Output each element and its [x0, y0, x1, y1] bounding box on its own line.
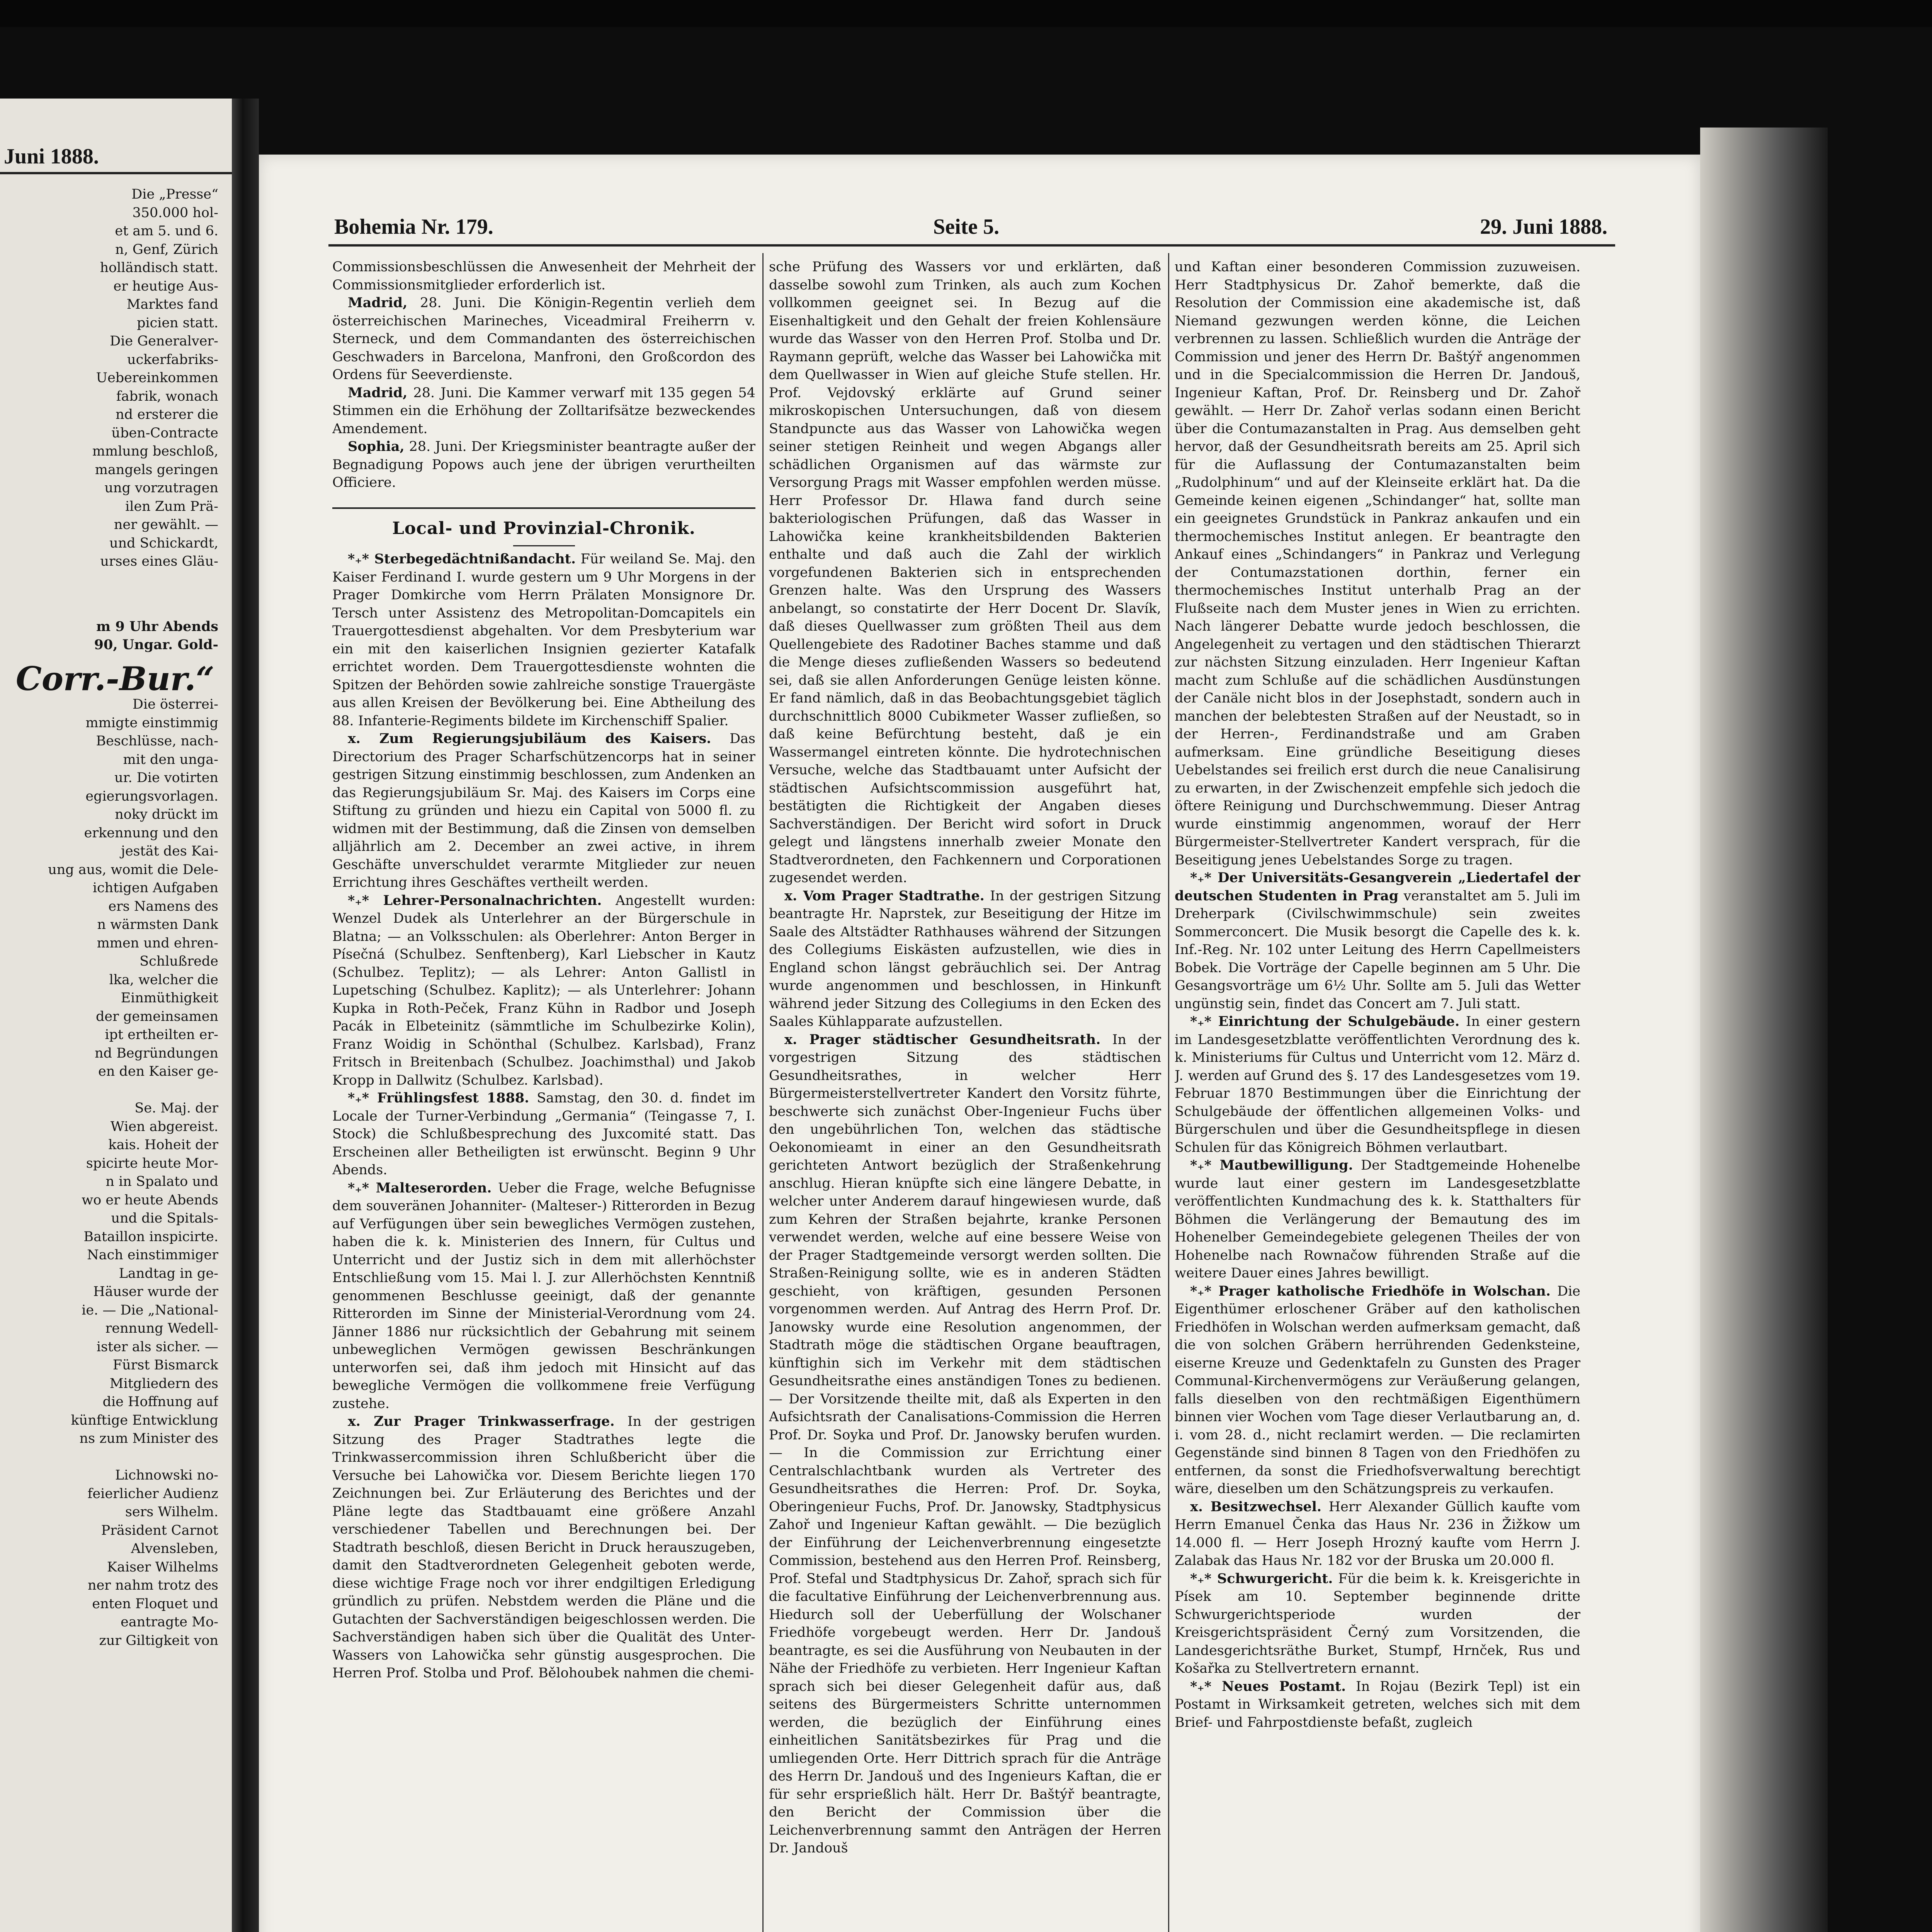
left-page-title: Corr.-Bur.“ [16, 659, 214, 698]
item-title: x. Besitzwechsel. [1190, 1498, 1322, 1515]
left-page-line: üben-Contracte [111, 425, 218, 441]
item-title: *₊* Neues Postamt. [1190, 1678, 1346, 1694]
news-item [769, 887, 1161, 1031]
left-page-line: Alvensleben, [131, 1541, 218, 1556]
left-page-line: m 9 Uhr Abends [96, 618, 218, 634]
left-page-line: Die österrei- [132, 697, 218, 712]
left-page-line: ner nahm trotz des [88, 1578, 218, 1593]
left-page-line: rennung Wedell- [105, 1321, 218, 1336]
left-page-line: Uebereinkommen [96, 370, 218, 386]
page-header [334, 214, 1607, 242]
left-page-line: mangels geringen [95, 462, 218, 478]
item-text: veranstaltet am 5. Juli im Dreherpark (Civilschwimmschule) sein zweites Sommerconcert. Die Musik besorgt die Capelle des k. k. Inf.-Reg. Nr. 102 unter Leitung des Herrn Capellmeisters Bobek. Die Vorträge der Capelle beginnen am 5 Uhr. Die Gesangsvorträge um 6½ Uhr. Sollte am 5. Juli das Wetter ungünstig sein, findet das Concert am 7. Juli statt. [1175, 888, 1580, 1012]
left-page-line: jestät des Kai- [121, 844, 218, 859]
header-publication: Bohemia Nr. 179. [334, 215, 493, 239]
left-page-line: Se. Maj. der [134, 1100, 218, 1116]
left-page-line: und die Spitals- [111, 1211, 218, 1226]
item-title: *₊* Der Universitäts-Gesangverein „Liedertafel der deutschen Studenten in Prag [1175, 870, 1580, 904]
article-paragraph: Commissionsbeschlüssen die Anwesenheit der Mehrheit der Commissionsmitglieder erforderlich ist. [332, 259, 755, 293]
header-page-number: Seite 5. [933, 215, 1000, 239]
left-page-line: ns zum Minister des [79, 1431, 218, 1446]
item-text: In der gestrigen Sitzung des Prager Stadtrathes legte die Trinkwassercommission ihren Schlußbericht über die Versuche bei Lahowička vor. Diesem Berichte liegen 170 Zeichnungen bei. Zur Erläuterung des Berichtes und der Pläne legte das Stadtbauamt eine größere Anzahl verschiedener Tabellen und Berechnungen bei. Der Stadtrath beschloß, diesen Bericht in Druck herauszugeben, damit den Stadtverordneten Gelegenheit geboten werde, diese wichtige Frage noch vor ihrer endgiltigen Erledigung gründlich zu prüfen. Nebstdem werden die Pläne und die Gutachten der Sachverständigen beigeschlossen werden. Die Sachverständigen haben sich über die Qualität des Unter-Wassers von Lahowička sehr günstig ausgesprochen. Die Herren Prof. Stolba und Prof. Bělohoubek nahmen die chemi- [332, 1414, 755, 1681]
item-title: *₊* Einrichtung der Schulgebäude. [1190, 1014, 1460, 1029]
left-page-line: mmigte einstimmig [85, 715, 218, 731]
left-page-line: ister als sicher. — [96, 1339, 218, 1355]
news-item [332, 1089, 755, 1179]
left-page-line: der gemeinsamen [96, 1009, 218, 1024]
column-2 [769, 258, 1161, 1932]
dateline: Madrid, [348, 384, 408, 401]
left-page-line: Kaiser Wilhelms [107, 1559, 218, 1575]
left-page-line: 350.000 hol- [132, 205, 218, 221]
left-page-line: holländisch statt. [100, 260, 218, 276]
left-page-line [0, 1448, 218, 1467]
left-page-line: en den Kaiser ge- [98, 1064, 218, 1079]
left-page-line: lka, welcher die [109, 972, 218, 988]
news-item [332, 1413, 755, 1682]
header-date: 29. Juni 1888. [1480, 215, 1607, 239]
left-page-line: erkennung und den [84, 825, 218, 841]
left-page-line: er heutige Aus- [113, 278, 218, 294]
section-top-rule [332, 507, 755, 509]
left-page-line: sers Wilhelm. [125, 1504, 218, 1520]
page-stack-edge [1700, 128, 1828, 1932]
news-item [332, 730, 755, 892]
left-page-lines-b [0, 617, 218, 654]
left-page-line: Die Generalver- [110, 333, 218, 349]
news-item [1175, 1013, 1580, 1156]
left-page-line: nd Begründungen [95, 1045, 218, 1061]
item-text: In der vorgestrigen Sitzung des städtischen Gesundheitsrathes, in welcher Herr Bürgermeisterstellvertreter Kandert den Vorsitz führte, beschwerte sich zunächst Ober-Ingenieur Fuchs über den ungebührlichen Ton, welchen das städtische Oekonomieamt in einer an den Gesundheitsrath gerichteten Antwort bezüglich der Straßenkehrung anschlug. Hieran knüpfte sich eine längere Debatte, in welcher unter Anderem darauf hingewiesen wurde, daß zum Kehren der Straßen bejahrte, kranke Personen verwendet werden, welche auf eine bessere Weise von der Prager Stadtgemeinde versorgt werden sollten. Die Straßen-Reinigung sollte, wie es in anderen Städten geschieht, von kräftigen, gesunden Personen vorgenommen werden. Auf Antrag des Herrn Prof. Dr. Janowsky wurde eine Resolution angenommen, der Stadtrath möge die städtischen Organe beauftragen, künftighin sich im Verkehr mit dem städtischen Gesundheitsrathe eines anständigen Tones zu bedienen. — Der Vorsitzende theilte mit, daß als Experten in den Aufsichtsrath der Canalisations-Commission die Herren Prof. Dr. Soyka und Prof. Dr. Janowsky berufen wurden. — In die Commission zur Errichtung einer Centralschlachtbank wurden als Vertreter des Gesundheitsrathes die Herren: Prof. Dr. Soyka, Oberingenieur Fuchs, Prof. Dr. Janowsky, Stadtphysicus Zahoř und Ingenieur Kaftan gewählt. — Die bezüglich der Einführung der Leichenverbrennung eingesetzte Commission, bestehend aus den Herren Prof. Reinsberg, Prof. Stefal und Stadtphysicus Dr. Zahoř, sprach sich für die facultative Einführung der Leichenverbrennung aus. Hiedurch soll der Ueberfüllung der Wolschaner Friedhöfe vorgebeugt werden. Herr Dr. Jandouš beantragte, es sei die Ausführung von Neubauten in der Nähe der Friedhöfe zu verbieten. Herr Ingenieur Kaftan sprach sich bei dieser Gelegenheit dafür aus, daß seitens des Bürgermeisters Schritte unternommen werden, die bezüglich der Einführung eines einheitlichen Sanitätsbezirkes für Prag und die umliegenden Orte. Herr Dittrich sprach für die Anträge des Herrn Dr. Jandouš und des Ingenieurs Kaftan, die er für sehr ersprießlich hält. Herr Dr. Baštýř beantragte, den Bericht der Commission über die Leichenverbrennung sammt den Anträgen der Herren Dr. Jandouš [769, 1032, 1161, 1856]
section-title: Local- und Provinzial-Chronik. [392, 518, 696, 538]
left-page-line [0, 1081, 218, 1100]
left-page-line: feierlicher Audienz [87, 1486, 218, 1502]
news-item-madrid-2 [332, 384, 755, 438]
news-item [1175, 869, 1580, 1013]
item-title: x. Zum Regierungsjubiläum des Kaisers. [348, 731, 711, 747]
item-title: *₊* Lehrer-Personalnachrichten. [348, 892, 602, 908]
column-rule-2 [1168, 253, 1169, 1932]
left-page-line: egierungsvorlagen. [85, 788, 218, 804]
left-page-line: spicirte heute Mor- [86, 1155, 218, 1171]
left-page-line: Schlußrede [139, 954, 218, 969]
item-text: Für weiland Se. Maj. den Kaiser Ferdinand I. wurde gestern um 9 Uhr Morgens in der Prager Domkirche vom Herrn Prälaten Monsignore Dr. Tersch unter Assistenz des Metropolitan-Domcapitels ein Trauergottesdienst abgehalten. Vor dem Presbyterium war ein mit den kaiserlichen Insignien gezierter Katafalk errichtet worden. Dem Trauergottesdienste wohnten die Spitzen der Behörden sowie zahlreiche sonstige Trauergäste aus allen Kreisen der Bevölkerung bei. Eine Abtheilung des 88. Infanterie-Regiments bildete im Kirchenschiff Spalier. [332, 551, 755, 729]
left-page-line: Wien abgereist. [110, 1119, 218, 1134]
article-paragraph: und Kaftan einer besonderen Commission zuzuweisen. Herr Stadtphysicus Dr. Zahoř bemerkte, daß die Resolution der Commission eine akademische ist, daß Niemand gezwungen werden könne, die Leichen verbrennen zu lassen. Schließlich wurden die Anträge der Commission und jener des Herrn Dr. Baštýř angenommen und in die Specialcommission die Herren Dr. Jandouš, Ingenieur Kaftan, Prof. Dr. Reinsberg und Dr. Zahoř gewählt. — Herr Dr. Zahoř verlas sodann einen Bericht über die Contumazanstalten in Prag. Aus demselben geht hervor, daß der Gesundheitsrath bereits am 25. April sich für die Auflassung der Contumazanstalten beim „Rudolphinum“ und auf der Kleinseite erklärt hat. Da die Gemeinde keinen eigenen „Schindanger“ hat, sollte man ein geeignetes Grundstück in Pankraz ankaufen und ein thermochemisches Institut anlegen. Er beantragte den Ankauf eines „Schindangers“ in Pankraz und Verlegung der Contumazstationen dorthin, ferner ein thermochemisches Institut unterhalb Prag an der Flußseite nach dem Muster jenes in Wien zu errichten. Nach längerer Debatte wurde jedoch beschlossen, die Angelegenheit zu vertagen und den städtischen Thierarzt zur nächsten Sitzung einzuladen. Herr Ingenieur Kaftan macht zum Schluße auf die schädlichen Ausdünstungen der Canäle nicht blos in der Josephstadt, sondern auch in manchen der belebtesten Straßen auf der Neustadt, so in der Herren-, Ferdinandstraße und am Graben aufmerksam. Eine gründliche Beseitigung dieses Uebelstandes sei freilich erst durch die neue Canalisirung zu erwarten, in der Zwischenzeit empfehle sich jedoch die öftere Reinigung und Durchschwemmung. Dieser Antrag wurde einstimmig angenommen, worauf der Herr Bürgermeister-Stellvertreter Kandert versprach, für die Beseitigung jenes Uebelstandes Sorge zu tragen. [1175, 259, 1580, 868]
left-page-line: noky drückt im [115, 807, 218, 822]
left-page-line: urses eines Gläu- [100, 554, 218, 569]
left-page-header-rule [0, 172, 232, 174]
section-bottom-rule [513, 545, 575, 546]
news-item [332, 892, 755, 1090]
left-page-line: wo er heute Abends [82, 1192, 218, 1208]
item-title: *₊* Frühlingsfest 1888. [348, 1090, 529, 1106]
item-text: Der Stadtgemeinde Hohenelbe wurde laut einer gestern im Landesgesetzblatte veröffentlichten Kundmachung des k. k. Statthalters für Böhmen die Verlängerung der Bemautung des im Hohenelber Gemeindegebiete gelegenen Theiles der von Hohenelbe nach Rownačow führenden Straße auf die weitere Dauer eines Jahres bewilligt. [1175, 1158, 1580, 1281]
left-page-line: ung aus, womit die Dele- [48, 862, 218, 878]
item-text: Herr Alexander Güllich kaufte vom Herrn Emanuel Čenka das Haus Nr. 236 in Žižkow um 14.000 fl. — Herr Joseph Hrozný kaufte vom Herrn J. Zalabak das Haus Nr. 182 vor der Bruska um 20.000 fl. [1175, 1499, 1580, 1568]
article-paragraph: sche Prüfung des Wassers vor und erklärten, daß dasselbe sowohl zum Trinken, als auch zum Kochen vollkommen geeignet sei. In Bezug auf die Eisenhaltigkeit und den Gehalt der freien Kohlensäure wurde das Wasser von den Herren Prof. Stolba und Dr. Raymann geprüft, welche das Wasser bei Lahowička mit dem Quellwasser in Wien auf gleiche Stufe stellen. Hr. Prof. Vejdovský erklärte auf Grund seiner mikroskopischen Untersuchungen, daß von diesem Standpuncte aus das Wasser von Lahowička wegen seiner stetigen Reinheit und wegen Abgangs aller schädlichen Organismen auf das wärmste zur Versorgung Prags mit Wasser empfohlen werden müsse. Herr Professor Dr. Hlawa fand durch seine bakteriologischen Prüfungen, daß das Wasser in Lahowička keine krankheitsbildenden Bakterien enthalte und daß auch die Zahl der wirklich vorgefundenen Bakterien sich in entsprechenden Grenzen halte. Was den Ursprung des Wassers anbelangt, so constatirte der Herr Docent Dr. Slavík, daß dieses Quellwasser zum größten Theil aus dem Quellengebiete des Radotiner Baches stamme und daß die Menge dieses zufließenden Wassers so bedeutend sei, daß sie allen Anforderungen Genüge leisten könne. Er fand nämlich, daß in das Beobachtungsgebiet täglich durchschnittlich 8000 Cubikmeter Wasser zufließen, so daß keine Befürchtung besteht, daß je ein Wassermangel eintreten könnte. Die hydrotechnischen Versuche, welche das Stadtbauamt unter Aufsicht der städtischen Aufsichtscommission ausgeführt hat, bestätigten die Richtigkeit der Angaben dieses Sachverständigen. Der Bericht wird sofort in Druck gelegt und längstens innerhalb zweier Monate den Stadtverordneten, den Fachkennern und Corporationen zugesendet werden. [769, 259, 1161, 886]
left-page-line: n, Genf, Zürich [115, 242, 218, 257]
left-page-line: mit den unga- [123, 752, 218, 767]
left-page-line: Häuser wurde der [93, 1284, 218, 1299]
left-page-line: fabrik, wonach [116, 388, 218, 404]
left-page-fragment [0, 99, 232, 1932]
left-page-line: Fürst Bismarck [112, 1357, 218, 1373]
left-page-line: et am 5. und 6. [115, 223, 218, 239]
left-page-line: ers Namens des [108, 898, 218, 914]
item-title: x. Prager städtischer Gesundheitsrath. [784, 1031, 1101, 1048]
left-page-line: enten Floquet und [92, 1596, 218, 1612]
left-page-line: nd ersterer die [116, 407, 218, 422]
item-title: *₊* Sterbegedächtnißandacht. [348, 551, 576, 567]
news-item [1175, 1678, 1580, 1732]
left-page-line: uckerfabriks- [127, 352, 218, 367]
news-text: 28. Juni. Der Kriegsminister beantragte außer der Begnadigung Popows auch jene der übrigen verurtheilten Officiere. [332, 439, 755, 490]
left-page-line: Lichnowski no- [115, 1468, 218, 1483]
left-page-line: Bataillon inspicirte. [83, 1229, 218, 1245]
left-page-line: ilen Zum Prä- [125, 498, 218, 514]
item-title: *₊* Schwurgericht. [1190, 1570, 1333, 1587]
item-title: x. Vom Prager Stadtrathe. [784, 888, 985, 904]
left-page-line: ur. Die votirten [114, 770, 218, 786]
left-page-line: picien statt. [137, 315, 218, 331]
dateline: Madrid, [348, 295, 408, 311]
left-page-line: ner gewählt. — [114, 517, 218, 532]
news-item-sophia [332, 438, 755, 492]
news-item [332, 550, 755, 730]
item-text: Samstag, den 30. d. findet im Locale der Turner-Verbindung „Germania“ (Teingasse 7, I. Stock) die Schlußbesprechung des Juxcomité statt. Das Erscheinen aller Betheiligten ist erwünscht. Beginn 9 Uhr Abends. [332, 1090, 755, 1178]
column-3 [1175, 258, 1580, 1932]
item-text: Für die beim k. k. Kreisgerichte in Písek am 10. September beginnende dritte Schwurgerichtsperiode wurden der Kreisgerichtspräsident Černý zum Vorsitzenden, die Landesgerichtsräthe Burket, Stumpf, Hrnček, Rus und Košařka zu Stellvertretern ernannt. [1175, 1571, 1580, 1676]
item-title: *₊* Mautbewilligung. [1190, 1157, 1353, 1173]
column-1 [332, 258, 755, 1932]
book-gutter [232, 99, 259, 1932]
item-text: In einer gestern im Landesgesetzblatte veröffentlichten Verordnung des k. k. Ministeriums für Cultus und Unterricht vom 12. März d. J. werden auf Grund des §. 17 des Landesgesetzes vom 19. Februar 1870 Bestimmungen über die Einrichtung der Schulgebäude der öffentlichen allgemeinen Volks- und Bürgerschulen und über die Gesundheitspflege in diesen Schulen für das Königreich Böhmen verlautbart. [1175, 1014, 1580, 1155]
left-page-gap [0, 571, 218, 617]
item-text: In Rojau (Bezirk Tepl) ist ein Postamt in Wirksamkeit getreten, welches sich mit dem Brief- und Fahrpostdienste befaßt, zugleich [1175, 1679, 1580, 1730]
news-item [1175, 1498, 1580, 1570]
left-page-line: mmlung beschloß, [92, 444, 218, 459]
item-text: Die Eigenthümer erloschener Gräber auf den katholischen Friedhöfen in Wolschan werden aufmerksam gemacht, daß die von solchen Gräbern herrührenden Gedenksteine, eiserne Kreuze und Gedenktafeln zu Gunsten des Prager Communal-Kirchenvermögens zur Veräußerung gelangen, falls dieselben von den rechtmäßigen Eigenthümern binnen vier Wochen vom Tage dieser Verlautbarung an, d. i. vom 28. d., nicht reclamirt werden. — Die reclamirten Gegenstände sind binnen 8 Tagen von den Friedhöfen zu entfernen, da sonst die Friedhofsverwaltung berechtigt wäre, dieselben um den Schätzungspreis zu verkaufen. [1175, 1283, 1580, 1497]
left-page-line: Die „Presse“ [131, 187, 218, 202]
header-rule [328, 244, 1615, 247]
news-item [1175, 1156, 1580, 1282]
news-item [332, 1179, 755, 1413]
dateline: Sophia, [348, 439, 405, 454]
left-page-lines-a [0, 185, 218, 571]
left-page-line: Marktes fand [126, 297, 218, 312]
scanner-border-top [0, 0, 1932, 27]
left-page-line: ie. — Die „National- [82, 1302, 218, 1318]
column-rule-1 [762, 253, 764, 1932]
left-page-line: kais. Hoheit der [108, 1137, 218, 1153]
left-page-lines-c [0, 696, 218, 1650]
news-item [1175, 1570, 1580, 1678]
left-page-line: Mitgliedern des [109, 1376, 218, 1391]
item-text: Das Directorium des Prager Scharfschützencorps hat in seiner gestrigen Sitzung einstimmig beschlossen, zum Andenken an das Regierungsjubiläum Sr. Maj. des Kaisers im Corps eine Stiftung zu gründen und hiezu ein Capital von 5000 fl. zu widmen mit der Bestimmung, daß die Zinsen von demselben alljährlich am 2. December an zwei active, in ihrem Geschäfte unverschuldet verarmte Mitglieder zur neuen Errichtung ihres Geschäftes vertheilt werden. [332, 731, 755, 890]
left-page-line: Einmüthigkeit [121, 990, 218, 1006]
news-item [1175, 1282, 1580, 1498]
left-page-line: Beschlüsse, nach- [96, 733, 218, 749]
left-page-line: n wärmsten Dank [97, 917, 218, 932]
item-title: *₊* Prager katholische Friedhöfe in Wolschan. [1190, 1283, 1551, 1299]
left-page-line: 90, Ungar. Gold- [94, 637, 218, 653]
left-page-line: die Hoffnung auf [102, 1394, 218, 1410]
left-page-line: und Schickardt, [109, 535, 218, 551]
left-page-line: Nach einstimmiger [87, 1247, 218, 1263]
left-page-line: eantragte Mo- [121, 1614, 218, 1630]
left-page-line: zur Giltigkeit von [99, 1633, 218, 1648]
item-text: In der gestrigen Sitzung beantragte Hr. Naprstek, zur Beseitigung der Hitze im Saale des Altstädter Rathhauses während der Sitzungen des Collegiums Eiskästen aufzustellen, wie dies in England schon längst gebräuchlich sei. Der Antrag wurde angenommen und beschlossen, in Hinkunft während jeder Sitzung des Collegiums in den Ecken des Saales Kühlapparate aufzustellen. [769, 888, 1161, 1029]
news-item [769, 1031, 1161, 1857]
news-text: 28. Juni. Die Königin-Regentin verlieh dem österreichischen Marineches, Viceadmiral Freiherrn v. Sterneck, und dem Commandanten des österreichischen Geschwaders in Barcelona, Manfroni, den Großcordon des Ordens für Seeverdienste. [332, 295, 755, 383]
news-text: 28. Juni. Die Kammer verwarf mit 135 gegen 54 Stimmen ein die Erhöhung der Zolltarifsätze bezweckendes Amendement. [332, 385, 755, 437]
item-title: x. Zur Prager Trinkwasserfrage. [348, 1413, 615, 1429]
left-page-line: Landtag in ge- [119, 1265, 218, 1281]
left-page-line: n in Spalato und [105, 1174, 218, 1189]
left-page-header: Juni 1888. [4, 145, 99, 168]
left-page-line: ichtigen Aufgaben [92, 880, 218, 896]
item-text: Ueber die Frage, welche Befugnisse dem souveränen Johanniter- (Malteser-) Ritterorden in Bezug auf Verfügungen über sein bewegliches Vermögen zustehen, haben die k. k. Ministerien des Innern, für Cultus und Unterricht und der Justiz sich in dem mit allerhöchster Entschließung vom 15. Mai l. J. zur Allerhöchsten Kenntniß genommenen Beschlusse geeinigt, daß der genannte Ritterorden im Sinne der Ministerial-Verordnung vom 24. Jänner 1886 nur rücksichtlich der Gebahrung mit seinem unbeweglichen Vermögen gewissen Beschränkungen unterworfen sei, daß ihm jedoch mit Hinsicht auf das bewegliche Vermögen die vollkommene freie Verfügung zustehe. [332, 1180, 755, 1412]
left-page-column [0, 185, 218, 1932]
news-item-madrid-1 [332, 294, 755, 384]
item-title: *₊* Malteserorden. [348, 1180, 492, 1196]
left-page-line: Präsident Carnot [101, 1522, 218, 1538]
left-page-line: künftige Entwicklung [71, 1412, 218, 1428]
newspaper-page [259, 155, 1700, 1932]
left-page-line: ung vorzutragen [104, 480, 218, 496]
left-page-line: ipt ertheilten er- [105, 1027, 218, 1043]
item-text: Angestellt wurden: Wenzel Dudek als Unterlehrer an der Bürgerschule in Blatna; — an Volksschulen: als Oberlehrer: Anton Berger in Písečná (Schulbez. Senftenberg), Karl Liebscher in Kautz (Schulbez. Teplitz); — als Lehrer: Anton Gallistl in Lupetsching (Schulbez. Kaplitz); — als Unterlehrer: Johann Kupka in Roth-Peček, Franz Kühn in Radbor und Joseph Pacák in Elbeteinitz (sämmtliche im Schulbezirke Kolin), Franz Woidig in Schönthal (Schulbez. Karlsbad), Franz Fritsch in Breitenbach (Schulbez. Joachimsthal) und Jakob Kropp in Dallwitz (Schulbez. Karlsbad). [332, 893, 755, 1088]
left-page-line: mmen und ehren- [97, 935, 218, 951]
